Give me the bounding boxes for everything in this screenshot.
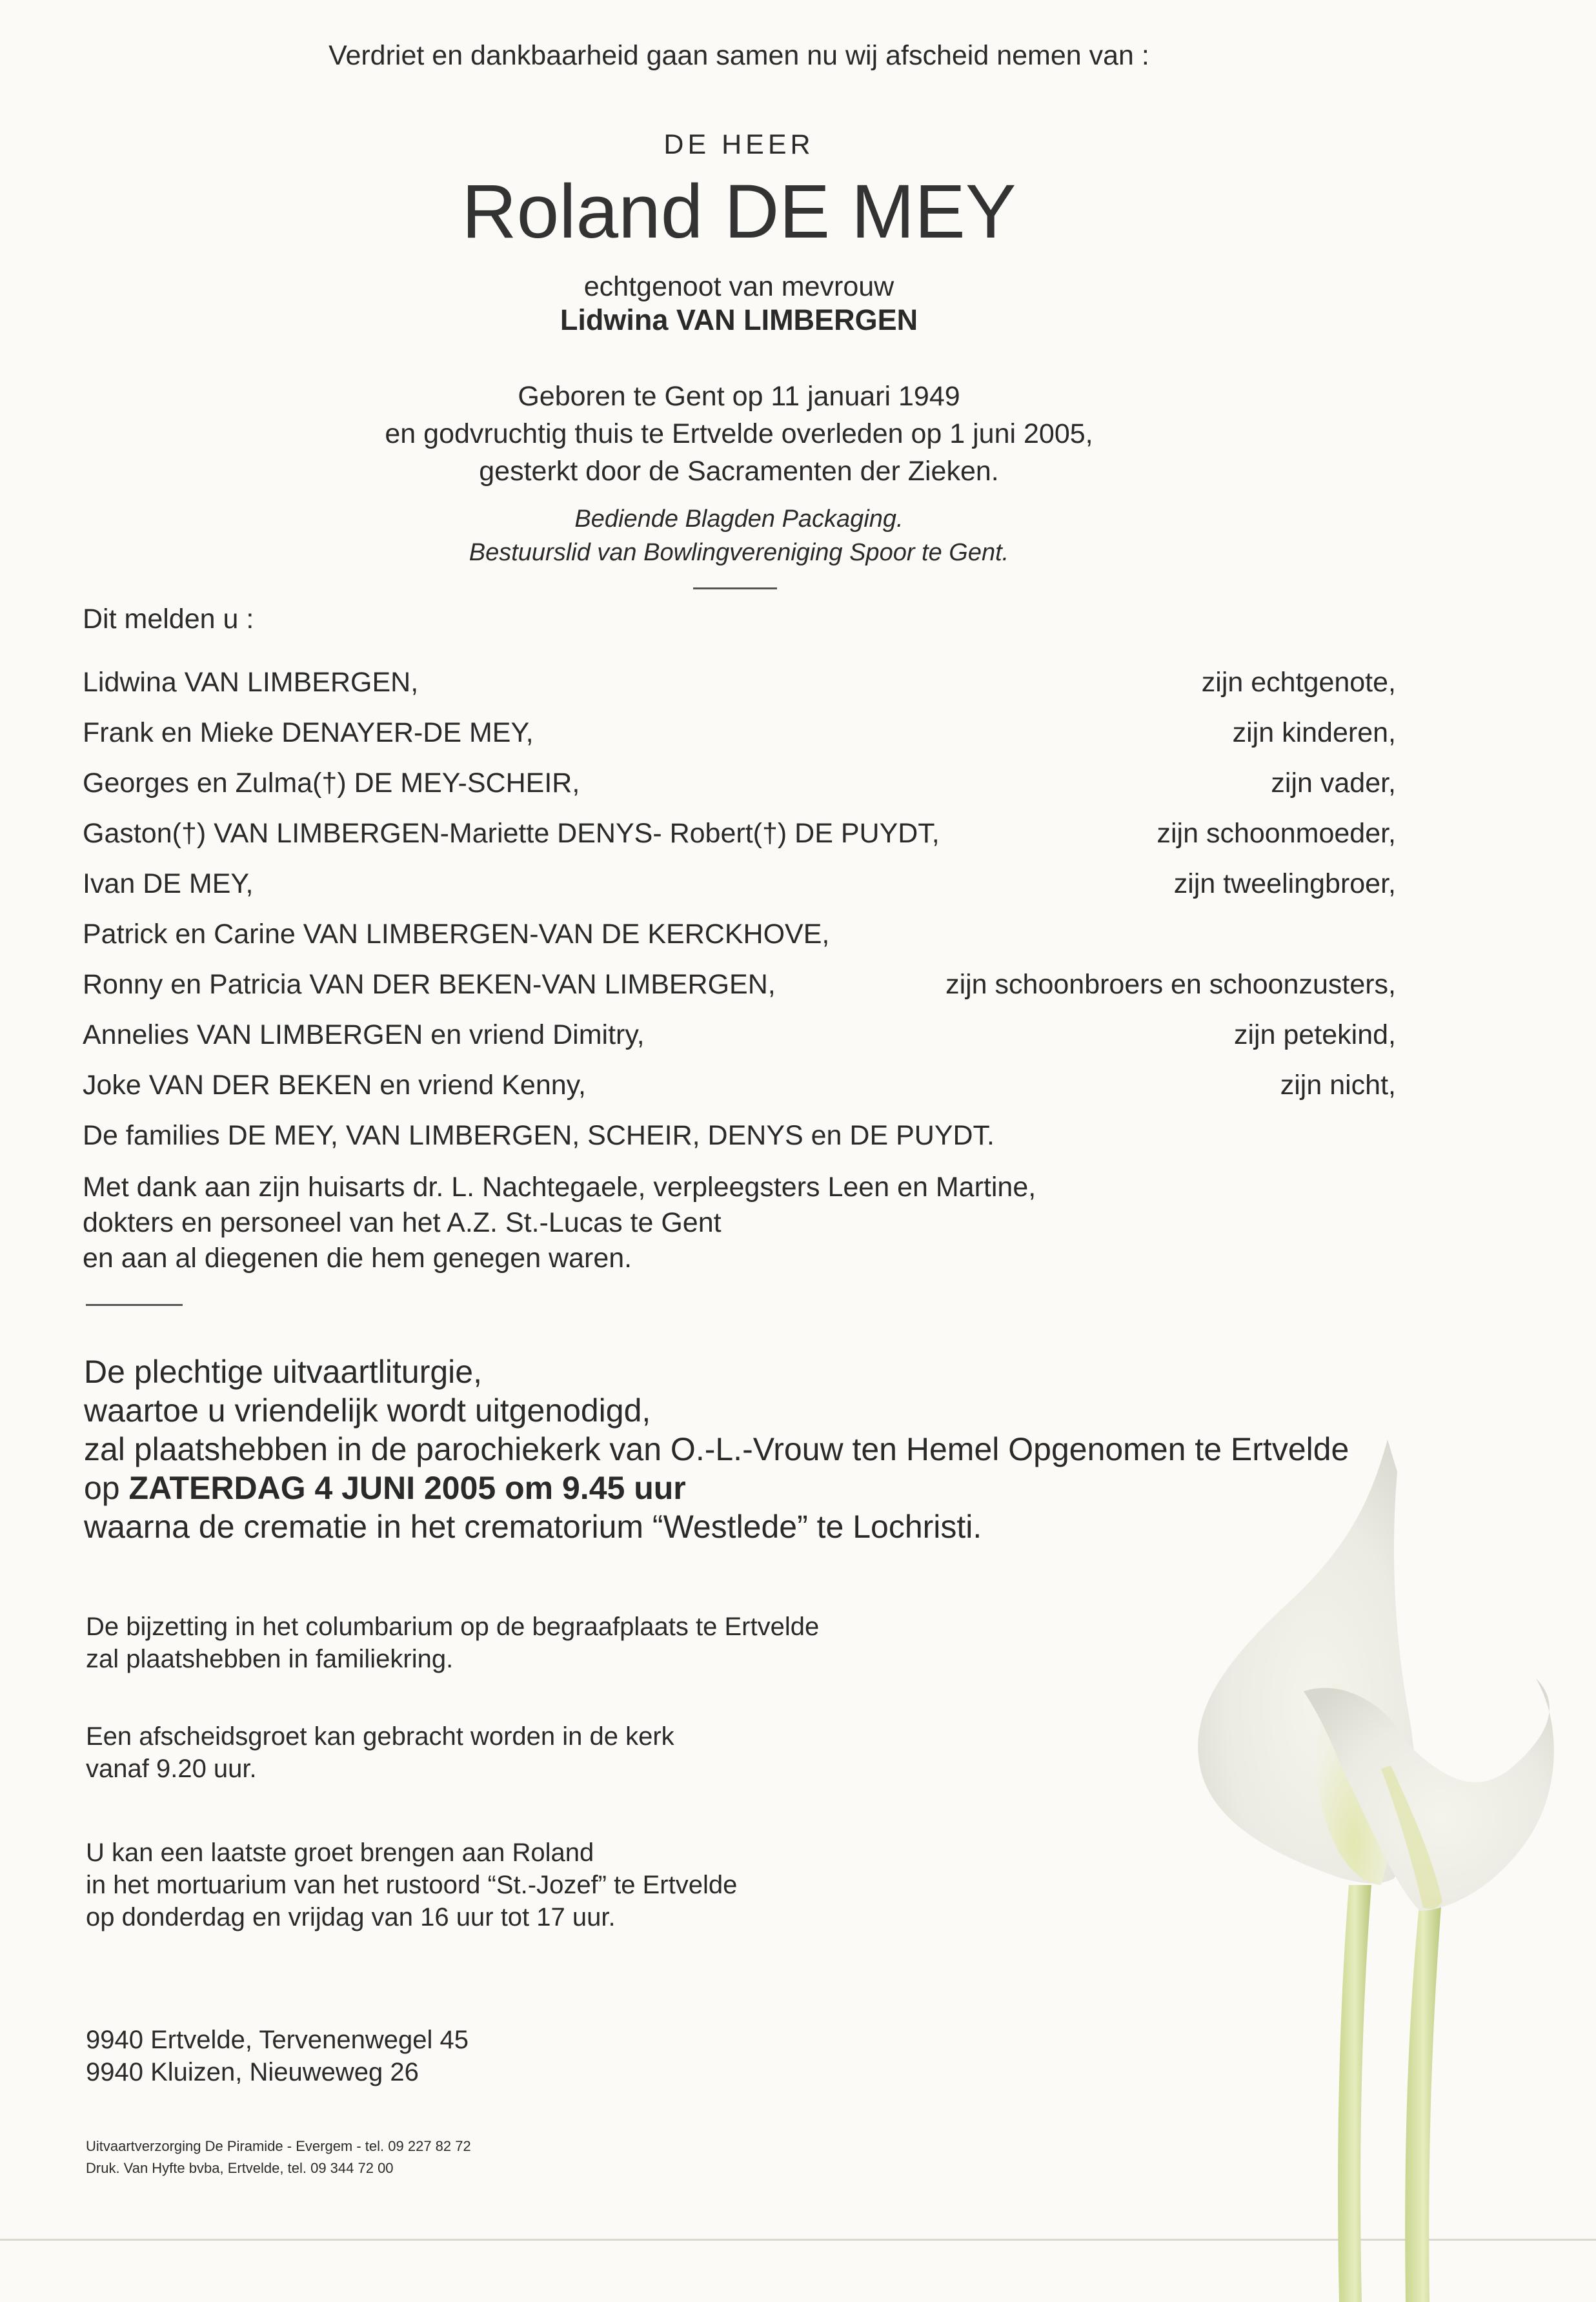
- credits-block: [86, 2135, 471, 2179]
- divider: [693, 587, 777, 589]
- thanks-line: Met dank aan zijn huisarts dr. L. Nachtegaele, verpleegsters Leen en Martine,: [83, 1172, 1036, 1203]
- birth-line: Geboren te Gent op 11 januari 1949: [518, 381, 960, 412]
- liturgy-line: zal plaatshebben in de parochiekerk van O.-L.-Vrouw ten Hemel Opgenomen te Ertvelde: [84, 1431, 1349, 1467]
- visit-line: op donderdag en vrijdag van 16 uur tot 17 uur.: [86, 1903, 616, 1931]
- occupation-block: [0, 502, 1478, 569]
- farewell-line: Een afscheidsgroet kan gebracht worden in de kerk: [86, 1722, 674, 1751]
- announce-label: Dit melden u :: [83, 604, 254, 635]
- spouse-name: Lidwina VAN LIMBERGEN: [560, 303, 918, 336]
- family-relation: zijn schoonbroers en schoonzusters,: [945, 969, 1396, 1000]
- thanks-line: en aan al diegenen die hem genegen waren.: [83, 1243, 632, 1274]
- calla-lily-illustration: [1175, 1433, 1596, 2302]
- address-block: [86, 2024, 469, 2088]
- liturgy-date-prefix: op: [84, 1470, 120, 1506]
- family-member: De families DE MEY, VAN LIMBERGEN, SCHEIR, DENYS en DE PUYDT.: [83, 1120, 995, 1151]
- family-relation: zijn echtgenote,: [1201, 667, 1396, 698]
- family-member: Patrick en Carine VAN LIMBERGEN-VAN DE KERCKHOVE,: [83, 919, 830, 950]
- family-relation: zijn tweelingbroer,: [1173, 868, 1396, 899]
- farewell-block: [86, 1720, 674, 1785]
- family-member: Gaston(†) VAN LIMBERGEN-Mariette DENYS- Robert(†) DE PUYDT,: [83, 818, 940, 849]
- family-relation: zijn schoonmoeder,: [1157, 818, 1396, 849]
- credit-line: Druk. Van Hyfte bvba, Ertvelde, tel. 09 344 72 00: [86, 2160, 394, 2176]
- divider: [86, 1304, 183, 1306]
- liturgy-date: ZATERDAG 4 JUNI 2005 om 9.45 uur: [128, 1470, 686, 1506]
- birth-death-block: [0, 378, 1478, 490]
- spouse-prefix: echtgenoot van mevrouw: [583, 271, 894, 302]
- family-member: Frank en Mieke DENAYER-DE MEY,: [83, 717, 534, 748]
- intro-line: Verdriet en dankbaarheid gaan samen nu wij afscheid nemen van :: [328, 40, 1149, 71]
- visit-block: [86, 1837, 737, 1933]
- family-relation: zijn nicht,: [1280, 1070, 1396, 1101]
- visit-line: U kan een laatste groet brengen aan Roland: [86, 1839, 594, 1867]
- family-member: Ivan DE MEY,: [83, 868, 254, 899]
- family-member: Ronny en Patricia VAN DER BEKEN-VAN LIMBERGEN,: [83, 969, 776, 1000]
- sacraments-line: gesterkt door de Sacramenten der Zieken.: [479, 456, 999, 487]
- family-member: Lidwina VAN LIMBERGEN,: [83, 667, 419, 698]
- liturgy-line: De plechtige uitvaartliturgie,: [84, 1354, 482, 1390]
- urn-line: zal plaatshebben in familiekring.: [86, 1645, 454, 1673]
- liturgy-date-line: [84, 1469, 1349, 1507]
- stem-right: [1405, 1898, 1442, 2302]
- thanks-line: dokters en personeel van het A.Z. St.-Lucas te Gent: [83, 1207, 722, 1238]
- deceased-name: Roland DE MEY: [461, 169, 1016, 254]
- credit-line: Uitvaartverzorging De Piramide - Evergem - tel. 09 227 82 72: [86, 2138, 471, 2154]
- address-line: 9940 Kluizen, Nieuweweg 26: [86, 2058, 419, 2086]
- family-relation: zijn petekind,: [1234, 1019, 1396, 1050]
- family-member: Joke VAN DER BEKEN en vriend Kenny,: [83, 1070, 586, 1101]
- address-line: 9940 Ertvelde, Tervenenwegel 45: [86, 2026, 469, 2054]
- family-member: Annelies VAN LIMBERGEN en vriend Dimitry,: [83, 1019, 645, 1050]
- stem-left: [1338, 1885, 1371, 2302]
- honorific: DE HEER: [663, 129, 814, 160]
- family-relation: zijn vader,: [1271, 768, 1396, 799]
- occupation-line: Bediende Blagden Packaging.: [574, 505, 904, 533]
- liturgy-line: waartoe u vriendelijk wordt uitgenodigd,: [84, 1392, 651, 1429]
- thanks-block: [83, 1170, 1036, 1276]
- liturgy-line: waarna de crematie in het crematorium “Westlede” te Lochristi.: [84, 1509, 982, 1545]
- family-member: Georges en Zulma(†) DE MEY-SCHEIR,: [83, 768, 580, 799]
- visit-line: in het mortuarium van het rustoord “St.-Jozef” te Ertvelde: [86, 1871, 738, 1899]
- farewell-line: vanaf 9.20 uur.: [86, 1755, 257, 1783]
- occupation-line: Bestuurslid van Bowlingvereniging Spoor te Gent.: [469, 539, 1009, 566]
- death-line: en godvruchtig thuis te Ertvelde overleden op 1 juni 2005,: [385, 418, 1093, 449]
- liturgy-block: [84, 1352, 1349, 1546]
- family-relation: zijn kinderen,: [1232, 717, 1396, 748]
- urn-line: De bijzetting in het columbarium op de begraafplaats te Ertvelde: [86, 1613, 820, 1641]
- urn-block: [86, 1611, 819, 1675]
